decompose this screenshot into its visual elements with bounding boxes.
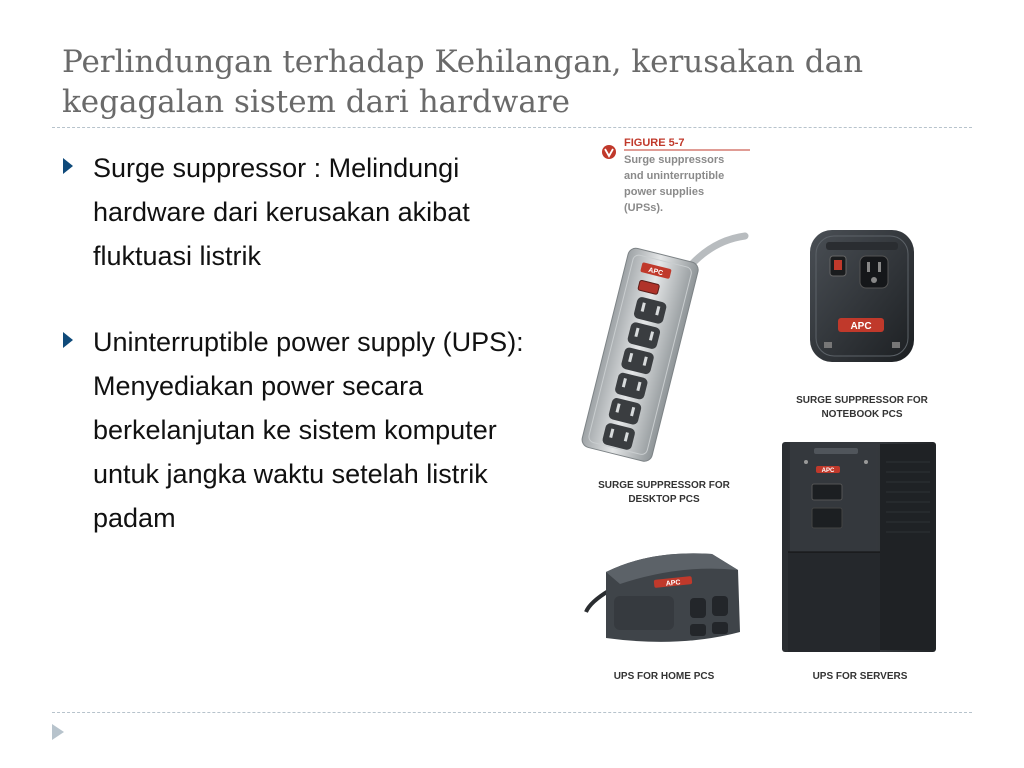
figure-5-7: [580, 132, 960, 692]
desktop-brand-logo: APC: [647, 266, 664, 278]
caption-desktop-line-1: SURGE SUPPRESSOR FOR: [598, 480, 730, 491]
bullet-text-ups: Uninterruptible power supply (UPS): Menyediakan power secara berkelanjutan ke sistem komputer untuk jangka waktu setelah listrik padam: [93, 327, 524, 533]
bullet-text-surge: Surge suppressor : Melindungi hardware dari kerusakan akibat fluktuasi listrik: [93, 153, 470, 271]
bullet-item-ups: [62, 320, 562, 540]
figure-caption-line-2: and uninterruptible: [624, 170, 725, 182]
caption-servers: UPS FOR SERVERS: [812, 671, 908, 682]
home-brand-logo: APC: [665, 579, 681, 588]
server-ups-image: [782, 442, 936, 652]
caption-desktop-line-2: DESKTOP PCS: [628, 494, 700, 505]
bullet-item-surge: [62, 146, 562, 278]
desktop-surge-suppressor-image: [580, 236, 745, 463]
figure-caption-line-4: (UPSs).: [624, 202, 664, 214]
notebook-brand-logo: APC: [850, 321, 872, 332]
next-slide-icon[interactable]: [50, 722, 66, 742]
caption-home: UPS FOR HOME PCS: [613, 671, 715, 682]
figure-caption-line-1: Surge suppressors: [624, 154, 725, 166]
top-divider: [52, 127, 972, 128]
caption-notebook-line-1: SURGE SUPPRESSOR FOR: [796, 395, 928, 406]
bottom-divider: [52, 712, 972, 713]
caption-notebook-line-2: NOTEBOOK PCS: [821, 409, 903, 420]
figure-label: FIGURE 5-7: [624, 137, 685, 149]
triangle-bullet-icon: [62, 330, 74, 350]
server-brand-logo: APC: [821, 468, 835, 474]
figure-caption-line-3: power supplies: [624, 186, 705, 198]
slide-title: Perlindungan terhadap Kehilangan, kerusakan dan kegagalan sistem dari hardware: [62, 44, 864, 120]
home-ups-image: [586, 553, 740, 641]
bullet-list: [62, 146, 562, 540]
triangle-bullet-icon: [62, 156, 74, 176]
figure-header: [602, 137, 750, 214]
notebook-surge-suppressor-image: [810, 230, 914, 362]
